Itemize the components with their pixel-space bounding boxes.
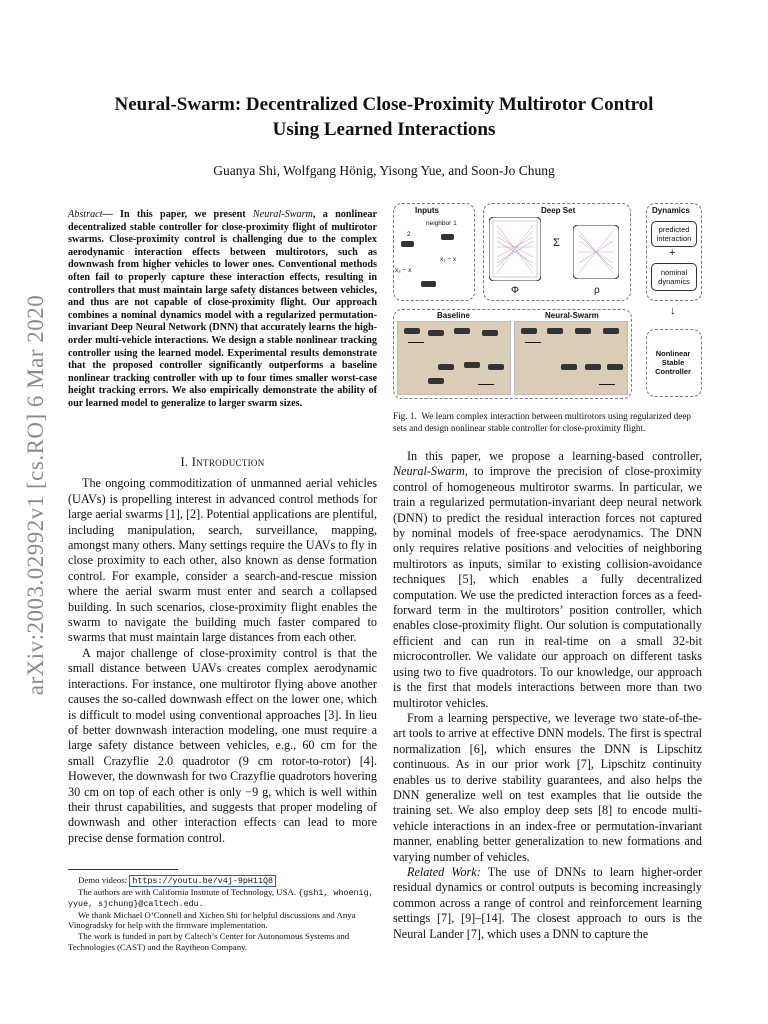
controller-box: Nonlinear Stable Controller bbox=[650, 337, 696, 387]
baseline-label: Baseline bbox=[437, 311, 470, 320]
motion-arrow bbox=[408, 342, 424, 343]
motion-arrow bbox=[525, 342, 541, 343]
predicted-interaction-box: predicted interaction bbox=[651, 221, 697, 247]
right-paragraph-3: Related Work: The use of DNNs to learn higher-order residual dynamics or control outputs is becoming increasingly common across a range of control and reinforcement learning settings [7], [9]–[14]. The closest approach to ours is the Neural Lander [7], which uses a DNN to capture the bbox=[393, 864, 703, 941]
right-method-name: Neural-Swarm bbox=[393, 464, 465, 479]
abstract: Abstract— In this paper, we present Neural-Swarm, a nonlinear decentralized stable controller for close-proximity flight of multirotor swarms. Close-proximity control is challenging due to the complex aerodynamic interaction effects between multirotors, such as downwash from higher vehicles to lower ones. Conventional methods often fail to properly capture these interaction effects, resulting in controllers that must maintain large safety distances between vehicles, and thus are not capable of close-proximity flight. Our approach combines a nominal dynamics model with a regularized permutation-invariant Deep Neural Network (DNN) that accurately learns the high-order multi-vehicle interactions. We design a stable nonlinear tracking controller using the learned model. Experimental results demonstrate that the proposed controller significantly outperforms a baseline nonlinear tracking controller with up to four times smaller worst-case height tracking errors. We also empirically demonstrate the ability of our learned model to generalize to larger swarm sizes. bbox=[68, 209, 378, 409]
arxiv-stamp: arXiv:2003.02992v1 [cs.RO] 6 Mar 2020 bbox=[23, 294, 48, 696]
intro-paragraph-1: The ongoing commoditization of unmanned aerial vehicles (UAVs) is propelling interest in advanced control methods for large aerial swarms [1], [2]. Potential applications are plentiful, including manipulation, search, surveillance, mapping, amongst many others. Many settings require the UAVs to fly in close proximity to each other, also known as dense formation control. For example, consider a search-and-rescue mission where the aerial swarm must enter and search a collapsed building. In such scenarios, close-proximity flight enables the swarm to navigate the building much faster compared to swarms that must maintain large distances from each other. bbox=[68, 476, 377, 645]
figure-caption bbox=[393, 411, 701, 434]
drone-icon bbox=[421, 281, 436, 287]
drone-icon bbox=[547, 328, 563, 334]
rho-label: ρ bbox=[594, 285, 600, 296]
drone-icon bbox=[521, 328, 537, 334]
drone-icon bbox=[585, 364, 601, 370]
figure-1 bbox=[393, 201, 701, 401]
motion-arrow bbox=[599, 384, 615, 385]
drone-icon bbox=[428, 330, 444, 336]
drone-icon bbox=[607, 364, 623, 370]
demo-link[interactable]: https://youtu.be/v4j-9pH11Q8 bbox=[129, 875, 276, 887]
x1-label: x₁ − x bbox=[440, 256, 457, 263]
drone-icon bbox=[561, 364, 577, 370]
caption-text: We learn complex interaction between multirotors using regularized deep sets and design nonlinear stable controller for close-proximity flight. bbox=[393, 411, 692, 433]
right-paragraph-2: From a learning perspective, we leverage two state-of-the-art tools to arrive at effective DNN models. The first is spectral normalization [6], which ensures the DNN is Lipschitz continuous. As in our prior work [7], Lipschitz continuity enables us to derive stability guarantees, and also helps the DNN generalize well on test examples that lie outside the training set. We also employ deep sets [8] to encode multi-vehicle interactions in an index-free or permutation-invariant manner, enabling better generalization to new formations and varying number of vehicles. bbox=[393, 710, 702, 864]
neural-swarm-photo bbox=[514, 321, 628, 395]
section-heading: I. Introduction bbox=[180, 455, 265, 469]
inputs-label: Inputs bbox=[415, 206, 439, 215]
node-2-label: 2 bbox=[407, 231, 411, 238]
footnotes bbox=[68, 865, 377, 952]
right-column-text bbox=[393, 449, 702, 942]
abstract-label: Abstract bbox=[68, 209, 103, 220]
nominal-dynamics-box: nominal dynamics bbox=[651, 263, 697, 291]
footnote-demo: Demo videos: https://youtu.be/v4j-9pH11Q8 bbox=[68, 875, 377, 887]
neighbor-label: neighbor 1 bbox=[426, 220, 457, 227]
x2-label: x₂ − x bbox=[395, 267, 412, 274]
phi-label: Φ bbox=[511, 285, 519, 296]
drone-icon bbox=[464, 362, 480, 368]
deep-set-label: Deep Set bbox=[541, 206, 576, 215]
footnote-emails: {gshi, whoenig, yyue, sjchung}@caltech.edu. bbox=[68, 887, 374, 910]
baseline-photo bbox=[397, 321, 511, 395]
flow-arrow-down: ↓ bbox=[670, 305, 676, 317]
drone-icon bbox=[454, 328, 470, 334]
drone-icon bbox=[428, 378, 444, 384]
drone-icon bbox=[441, 234, 454, 240]
paper-title bbox=[60, 92, 708, 142]
left-column-intro bbox=[68, 455, 377, 846]
footnote-affiliation: The authors are with California Institute of Technology, USA. {gshi, whoenig, yyue, sjchung}@caltech.edu. bbox=[68, 886, 374, 910]
dynamics-label: Dynamics bbox=[652, 206, 690, 215]
abstract-dash: — bbox=[102, 209, 120, 220]
footnote-thanks: We thank Michael O’Connell and Xichen Shi for helpful discussions and Anya Vinogradsky for help with the firmware implementation. bbox=[68, 909, 356, 931]
footnote-funding: The work is funded in part by Caltech’s Center for Autonomous Systems and Technologies (CAST) and the Raytheon Company. bbox=[68, 930, 350, 952]
footnote-rule bbox=[68, 869, 178, 870]
drone-icon bbox=[438, 364, 454, 370]
plus-sign: + bbox=[669, 247, 676, 259]
caption-prefix: Fig. 1. bbox=[393, 411, 417, 421]
author-list: Guanya Shi, Wolfgang Hönig, Yisong Yue, and Soon-Jo Chung bbox=[213, 163, 555, 178]
drone-icon bbox=[404, 328, 420, 334]
phi-network-icon bbox=[489, 217, 541, 281]
intro-paragraph-2: A major challenge of close-proximity control is that the small distance between UAVs creates complex aerodynamic interactions. For instance, one multirotor flying above another causes the so-called downwash effect on the lower one, which is difficult to model using conventional approaches [3]. In lieu of better downwash interaction modeling, one must require a large safety distance between vehicles, e.g., 60 cm for the small Crazyflie 2.0 quadrotor (9 cm rotor-to-rotor) [4]. However, the downwash for two Crazyflie quadrotors hovering 30 cm on top of each other is only −9 g, which is well within their thrust capabilities, and suggests that proper modeling of downwash and other interaction effects can lead to more precise dense formation control. bbox=[68, 645, 377, 845]
drone-icon bbox=[488, 364, 504, 370]
motion-arrow bbox=[478, 384, 494, 385]
sigma-label: Σ bbox=[553, 237, 560, 249]
neural-swarm-label: Neural-Swarm bbox=[545, 311, 599, 320]
drone-icon bbox=[482, 330, 498, 336]
related-work-label: Related Work: bbox=[407, 864, 481, 879]
title-line-1: Neural-Swarm: Decentralized Close-Proximity Multirotor Control bbox=[114, 94, 654, 115]
title-line-2: Using Learned Interactions bbox=[272, 119, 496, 140]
right-paragraph-1: In this paper, we propose a learning-based controller, Neural-Swarm, to improve the precision of close-proximity control of homogeneous multirotor swarms. In particular, we train a regularized permutation-invariant deep neural network (DNN) to predict the residual interaction forces not captured by nominal models of free-space aerodynamics. The DNN only requires relative positions and velocities of neighboring multirotors as inputs, similar to existing collision-avoidance techniques [5], which enables a fully decentralized computation. We use the predicted interaction forces as a feed-forward term in the multirotors’ position controller, which enables close-proximity flight. Our solution is computationally efficient and can run in real-time on a small 32-bit microcontroller. We validate our approach on different tasks using two to five quadrotors. To our knowledge, our approach is the first that models interactions between more than two multirotor vehicles. bbox=[393, 449, 702, 710]
abstract-method-name: Neural-Swarm bbox=[252, 209, 313, 220]
drone-icon bbox=[603, 328, 619, 334]
drone-icon bbox=[401, 241, 414, 247]
rho-network-icon bbox=[573, 225, 619, 279]
drone-icon bbox=[575, 328, 591, 334]
